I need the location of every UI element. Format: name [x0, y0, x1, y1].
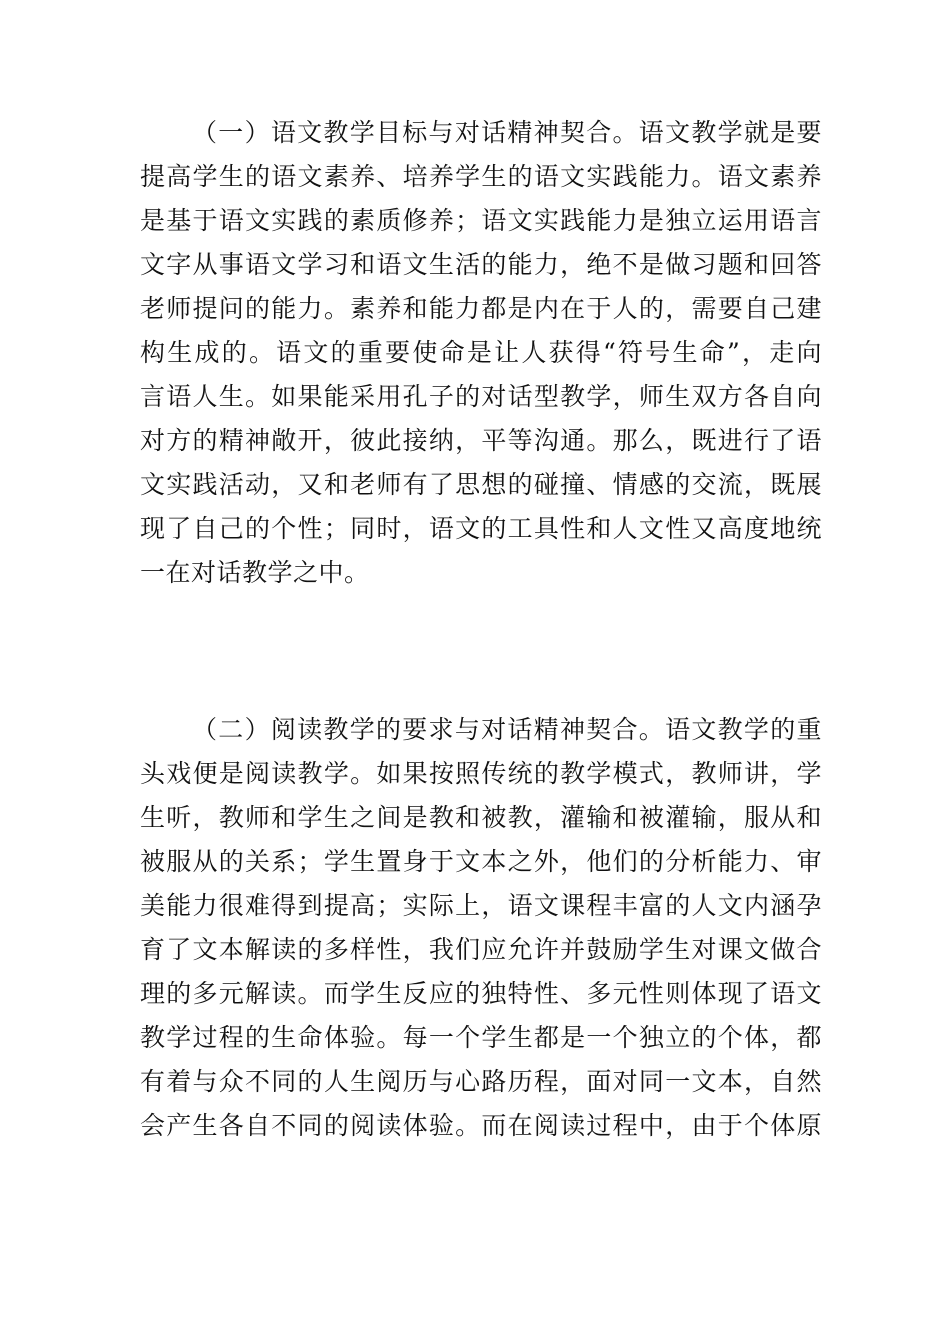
text-line: 生听，教师和学生之间是教和被教，灌输和被灌输，服从和: [140, 803, 822, 832]
text-line: 一在对话教学之中。: [140, 558, 370, 587]
text-line: 被服从的关系；学生置身于文本之外，他们的分析能力、审: [140, 847, 822, 876]
text-line: 对方的精神敞开，彼此接纳，平等沟通。那么，既进行了语: [140, 426, 822, 455]
text-line: 有着与众不同的人生阅历与心路历程，面对同一文本，自然: [140, 1067, 822, 1096]
text-line: （二）阅读教学的要求与对话精神契合。语文教学的重: [192, 715, 822, 744]
text-line: 言语人生。如果能采用孔子的对话型教学，师生双方各自向: [140, 382, 822, 411]
text-line: 教学过程的生命体验。每一个学生都是一个独立的个体，都: [140, 1023, 822, 1052]
text-line: 现了自己的个性；同时，语文的工具性和人文性又高度地统: [140, 514, 822, 543]
paragraph-2: [140, 708, 822, 1148]
text-line: 提高学生的语文素养、培养学生的语文实践能力。语文素养: [140, 162, 822, 191]
text-line: 美能力很难得到提高；实际上，语文课程丰富的人文内涵孕: [140, 891, 822, 920]
text-line: 育了文本解读的多样性，我们应允许并鼓励学生对课文做合: [140, 935, 822, 964]
text-line: 会产生各自不同的阅读体验。而在阅读过程中，由于个体原: [140, 1111, 822, 1140]
text-line: 头戏便是阅读教学。如果按照传统的教学模式，教师讲，学: [140, 759, 822, 788]
paragraph-1: [140, 111, 822, 595]
text-line: 构生成的。语文的重要使命是让人获得“符号生命”，走向: [140, 338, 822, 367]
text-line: 文字从事语文学习和语文生活的能力，绝不是做习题和回答: [140, 250, 822, 279]
text-line: 理的多元解读。而学生反应的独特性、多元性则体现了语文: [140, 979, 822, 1008]
text-line: 老师提问的能力。素养和能力都是内在于人的，需要自己建: [140, 294, 822, 323]
text-line: 是基于语文实践的素质修养；语文实践能力是独立运用语言: [140, 206, 822, 235]
text-line: （一）语文教学目标与对话精神契合。语文教学就是要: [192, 118, 822, 147]
text-line: 文实践活动，又和老师有了思想的碰撞、情感的交流，既展: [140, 470, 822, 499]
